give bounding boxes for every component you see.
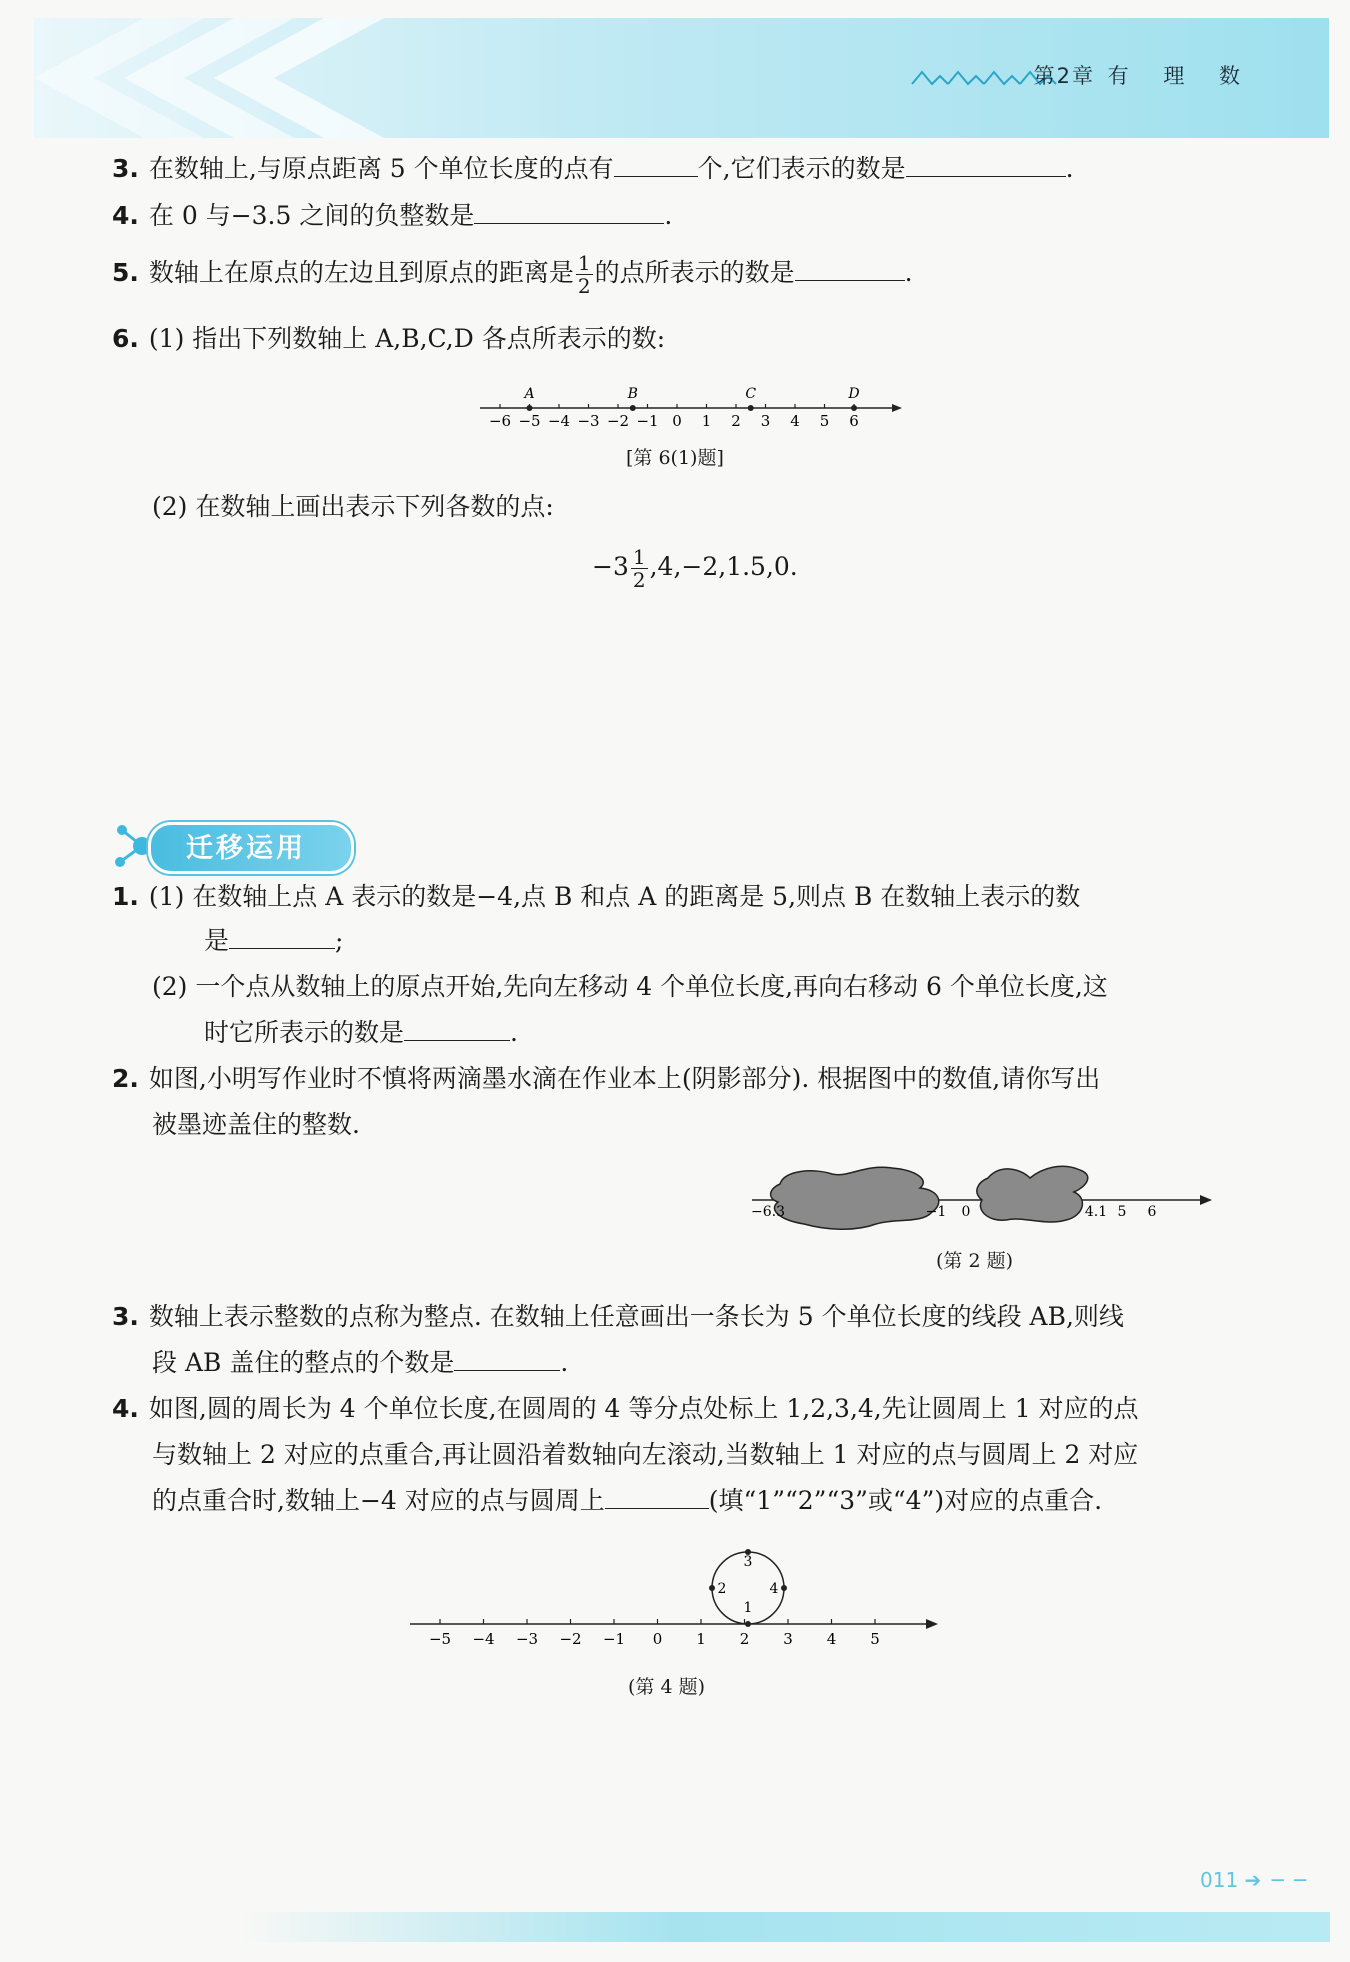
question-text: 如图,圆的周长为 4 个单位长度,在圆周的 4 等分点处标上 1,2,3,4,先让圆周上 1 对应的点 [148, 1394, 1139, 1423]
answer-blank[interactable] [454, 1348, 560, 1371]
circle-label: 1 [743, 1600, 753, 1616]
question-text: (1) 在数轴上点 A 表示的数是−4,点 B 和点 A 的距离是 5,则点 B 在数轴上表示的数 [148, 882, 1081, 911]
section-title: 迁移运用 [186, 833, 306, 864]
page-number [1200, 1868, 1308, 1892]
point-c [748, 405, 754, 411]
tick-label: −2 [559, 1630, 582, 1648]
transfer-question-1-part2 [152, 970, 1108, 1004]
transfer-question-2 [112, 1062, 1100, 1096]
question-text: 在数轴上,与原点距离 5 个单位长度的点有 [148, 154, 614, 183]
tick-label: 0 [652, 1630, 663, 1648]
question-number: 6. [112, 324, 139, 353]
axis-label: 4.1 [1084, 1204, 1108, 1220]
tick-label: 6 [849, 412, 859, 430]
tick-label: −1 [636, 412, 659, 430]
tick-label: −4 [472, 1630, 495, 1648]
tick-label: 1 [696, 1630, 706, 1648]
question-text: . [510, 1018, 518, 1047]
tick-label: −3 [515, 1630, 539, 1648]
circle-number-line [400, 1542, 960, 1672]
question-number: 2. [112, 1064, 139, 1093]
question-number: 4. [112, 1394, 139, 1423]
tick-label: −2 [606, 412, 630, 430]
figure-caption: [第 6(1)题] [626, 447, 724, 469]
point-label: A [524, 386, 535, 402]
question-text: . [664, 201, 673, 230]
question-number: 1. [112, 882, 139, 911]
question-3 [112, 152, 1074, 186]
answer-blank[interactable] [906, 154, 1066, 177]
question-text: 数轴上表示整数的点称为整点. 在数轴上任意画出一条长为 5 个单位长度的线段 AB,则线 [148, 1302, 1124, 1331]
question-text: (1) 指出下列数轴上 A,B,C,D 各点所表示的数: [148, 324, 666, 353]
question-text: 的点所表示的数是 [594, 258, 795, 287]
answer-blank[interactable] [474, 201, 664, 224]
question-5 [112, 252, 913, 297]
transfer-question-1-part2-line2 [204, 1016, 518, 1050]
number-item: ,4,−2,1.5,0. [649, 552, 798, 581]
axis-label: 0 [961, 1204, 971, 1220]
tick-label: −5 [428, 1630, 452, 1648]
ink-blot-left [771, 1167, 939, 1229]
question-text: (填“1”“2”“3”或“4”)对应的点重合. [708, 1486, 1103, 1515]
axis-label: 5 [1117, 1204, 1127, 1220]
circle-label: 2 [717, 1581, 727, 1597]
tick-label: 5 [870, 1630, 880, 1648]
figure-caption: (第 2 题) [936, 1250, 1013, 1272]
fraction-numerator: 1 [577, 251, 591, 275]
point-label: D [848, 386, 860, 402]
number-line-6-1 [470, 378, 910, 440]
chevron-decoration [34, 18, 554, 138]
tick-label: −5 [518, 412, 541, 430]
footer-band [240, 1912, 1330, 1942]
answer-blank[interactable] [404, 1018, 510, 1041]
circle-label: 4 [769, 1581, 779, 1597]
question-text: 段 AB 盖住的整点的个数是 [152, 1348, 455, 1377]
question-text: 被墨迹盖住的整数. [152, 1110, 360, 1139]
tick-label: −1 [602, 1630, 626, 1648]
number-item: −3 [592, 552, 629, 581]
point-label: C [745, 386, 757, 402]
ink-blot-number-line [744, 1158, 1224, 1238]
transfer-question-4-line2 [152, 1438, 1138, 1472]
point-label: B [627, 386, 638, 402]
question-6 [112, 322, 665, 356]
tick-label: −3 [577, 412, 600, 430]
tick-label: −6 [488, 412, 512, 430]
tick-label: 2 [731, 412, 741, 430]
transfer-question-4-line3 [152, 1484, 1102, 1518]
figure-caption: (第 4 题) [628, 1676, 705, 1698]
point-b [630, 405, 636, 411]
circle-label: 3 [743, 1554, 753, 1570]
question-text: ; [335, 926, 344, 955]
question-4 [112, 199, 672, 233]
question-number: 4. [112, 201, 139, 230]
answer-blank[interactable] [605, 1486, 709, 1509]
tick-label: −4 [547, 412, 571, 430]
question-text: 与数轴上 2 对应的点重合,再让圆沿着数轴向左滚动,当数轴上 1 对应的点与圆周上 2 对应 [152, 1440, 1139, 1469]
question-text: 时它所表示的数是 [204, 1018, 405, 1047]
transfer-question-3 [112, 1300, 1124, 1334]
question-text: 个,它们表示的数是 [697, 154, 906, 183]
question-text: 如图,小明写作业时不慎将两滴墨水滴在作业本上(阴影部分). 根据图中的数值,请你写出 [148, 1064, 1101, 1093]
fraction-numerator: 1 [632, 545, 646, 569]
question-text: (2) 在数轴上画出表示下列各数的点: [152, 492, 554, 521]
question-text: 是 [204, 926, 230, 955]
axis-label: 6 [1147, 1204, 1157, 1220]
transfer-question-1-line2 [204, 924, 343, 958]
axis-label: −6.3 [751, 1204, 785, 1220]
circle-point [709, 1585, 715, 1591]
page-number-text: 011 [1200, 1868, 1239, 1892]
question-text: 在 0 与−3.5 之间的负整数是 [148, 201, 475, 230]
question-text: 数轴上在原点的左边且到原点的距离是 [148, 258, 574, 287]
question-number: 5. [112, 258, 139, 287]
question-number: 3. [112, 1302, 139, 1331]
point-a [527, 405, 533, 411]
circle-point [781, 1585, 787, 1591]
tick-label: 3 [760, 412, 771, 430]
question-6-part-2 [152, 490, 554, 524]
chapter-header [1034, 60, 1254, 90]
transfer-question-1 [112, 880, 1080, 914]
tick-label: 4 [790, 412, 800, 430]
answer-blank[interactable] [229, 926, 335, 949]
tick-label: 2 [739, 1630, 750, 1648]
point-d [851, 405, 857, 411]
tick-label: 4 [826, 1630, 837, 1648]
question-text: 的点重合时,数轴上−4 对应的点与圆周上 [152, 1486, 605, 1515]
question-text: (2) 一个点从数轴上的原点开始,先向左移动 4 个单位长度,再向右移动 6 个单位长度,这 [152, 972, 1108, 1001]
chapter-title: 有 理 数 [1107, 64, 1254, 88]
circle-point [745, 1621, 751, 1627]
chapter-label: 第2章 [1033, 64, 1095, 88]
question-number: 3. [112, 154, 139, 183]
arrow-decoration-icon: ➔ ─ ─ [1244, 1868, 1309, 1892]
tick-label: 1 [701, 412, 712, 430]
number-list [592, 546, 798, 591]
fraction-denominator: 2 [632, 568, 646, 592]
fraction [576, 252, 593, 297]
fraction [631, 546, 648, 591]
question-text: . [560, 1348, 569, 1377]
tick-label: 3 [783, 1630, 793, 1648]
ink-blot-right [977, 1166, 1088, 1222]
question-text: . [904, 258, 913, 287]
transfer-question-3-line2 [152, 1346, 568, 1380]
transfer-question-4 [112, 1392, 1139, 1426]
axis-label: −1 [925, 1204, 947, 1220]
question-text: . [1065, 154, 1074, 183]
circle-marks [709, 1549, 787, 1627]
tick-label: 0 [672, 412, 682, 430]
transfer-question-2-line2 [152, 1108, 360, 1142]
answer-blank[interactable] [614, 154, 698, 177]
answer-blank[interactable] [795, 258, 905, 281]
fraction-denominator: 2 [577, 274, 591, 298]
tick-label: 5 [819, 412, 830, 430]
